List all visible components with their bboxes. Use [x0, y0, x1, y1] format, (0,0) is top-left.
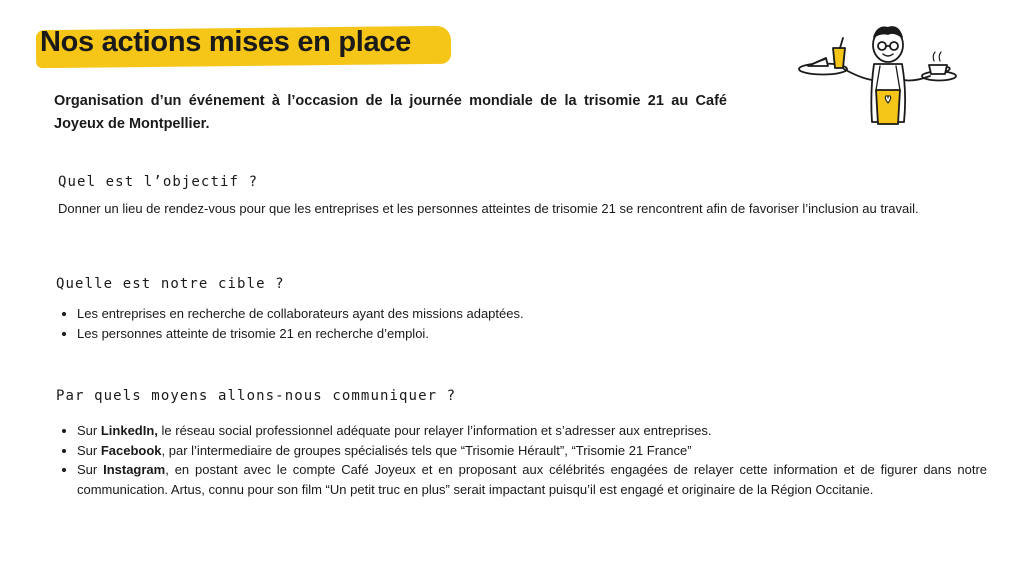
cible-heading: Quelle est notre cible ? [56, 276, 285, 292]
item-prefix: Sur [77, 462, 104, 478]
title-block [36, 24, 415, 61]
list-item: • Les personnes atteinte de trisomie 21 en recherche d’emploi. [77, 324, 987, 344]
intro-paragraph: Organisation d’un événement à l’occasion de la journée mondiale de la trisomie 21 au Café Joyeux de Montpellier. [54, 93, 727, 132]
waiter-illustration-icon [796, 22, 960, 132]
objectif-heading: Quel est l’objectif ? [58, 174, 259, 190]
item-text: le réseau social professionnel adéquate pour relayer l’information et s’adresser aux entreprises. [157, 423, 712, 438]
page-title: Nos actions mises en place [40, 26, 411, 58]
moyens-heading: Par quels moyens allons-nous communiquer ? [56, 388, 457, 404]
network-name: LinkedIn, [100, 423, 158, 438]
item-text: , par l’intermediaire de groupes spécialisés tels que “Trisomie Hérault”, “Trisomie 21 France” [161, 442, 692, 458]
network-name: Instagram [103, 462, 166, 478]
list-item [77, 460, 987, 499]
item-prefix: Sur [77, 423, 101, 438]
objectif-text: Donner un lieu de rendez-vous pour que les entreprises et les personnes atteintes de trisomie 21 se rencontrent afin de favoriser l’inclusion au travail. [58, 201, 919, 216]
item-text: , en postant avec le compte Café Joyeux et en proposant aux célébrités engagées de relayer cette information et de figurer dans notre communication. Artus, connu pour son film “Un petit truc en plus” serait impactant puisqu’il est engagé et originaire de la Région Occitanie. [77, 462, 988, 497]
network-name: Facebook [100, 442, 162, 458]
cible-list [58, 304, 987, 343]
moyens-list [58, 421, 987, 499]
list-item: • Les entreprises en recherche de collaborateurs ayant des missions adaptées. [77, 304, 987, 324]
item-prefix: Sur [77, 442, 101, 458]
list-item [77, 441, 987, 461]
list-item [77, 421, 987, 441]
